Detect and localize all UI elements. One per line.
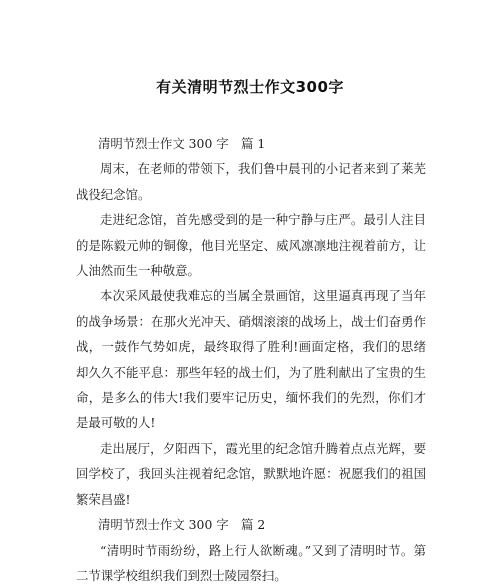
paragraph: 走进纪念馆，首先感受到的是一种宁静与庄严。最引人注目的是陈毅元帅的铜像，他目光坚定、威风凛凛地注视着前方，让人油然而生一种敬意。 (76, 207, 426, 283)
section-heading-2: 清明节烈士作文 300 字 篇 2 (76, 512, 426, 537)
paragraph: 本次采风最使我难忘的当属全景画馆，这里逼真再现了当年的战争场景：在那火光冲天、硝烟滚滚的战场上，战士们奋勇作战，一鼓作气势如虎，最终取得了胜利!画面定格，我们的思绪却久久不能平息：那些年轻的战士们，为了胜利献出了宝贵的生命，是多么的伟大!我们要牢记历史，缅怀我们的先烈，你们才是最可敬的人! (76, 283, 426, 435)
paragraph: 走出展厅，夕阳西下，霞光里的纪念馆升腾着点点光辉，要回学校了，我回头注视着纪念馆，默默地许愿：祝愿我们的祖国繁荣昌盛! (76, 436, 426, 512)
paragraph: 周末，在老师的带领下，我们鲁中晨刊的小记者来到了莱芜战役纪念馆。 (76, 156, 426, 207)
document-body (76, 131, 426, 588)
document-title: 有关清明节烈士作文300字 (0, 76, 500, 97)
paragraph: “清明时节雨纷纷，路上行人欲断魂。”又到了清明时节。第二节课学校组织我们到烈士陵园祭扫。 (76, 538, 426, 588)
section-heading-1: 清明节烈士作文 300 字 篇 1 (76, 131, 426, 156)
